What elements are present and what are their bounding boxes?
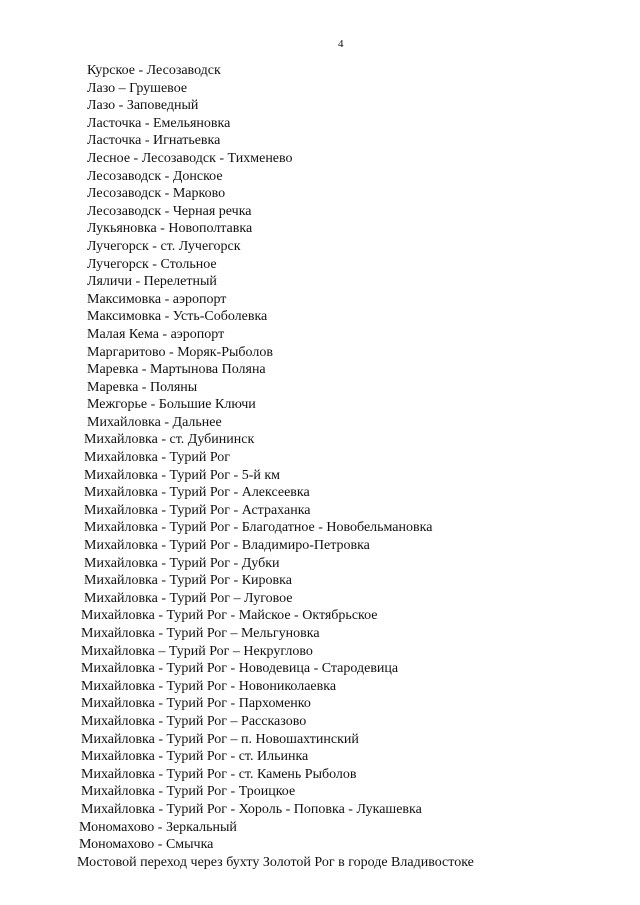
- route-item: Маревка - Поляны: [87, 379, 198, 395]
- route-item: Михайловка - Турий Рог - Троицкое: [81, 784, 296, 800]
- route-item: Ласточка - Емельяновка: [87, 115, 231, 131]
- route-item: Михайловка - Турий Рог - ст. Камень Рыболов: [81, 766, 357, 782]
- route-item: Михайловка - Турий Рог – Рассказово: [81, 713, 307, 729]
- route-item: Ласточка - Игнатьевка: [87, 133, 221, 149]
- route-item: Лесозаводск - Черная речка: [87, 203, 252, 219]
- route-item: Михайловка - Турий Рог - ст. Ильинка: [81, 749, 309, 765]
- route-item: Межгорье - Большие Ключи: [87, 397, 256, 413]
- route-item: Михайловка - Турий Рог – Мельгуновка: [81, 626, 320, 641]
- route-item: Мостовой переход через бухту Золотой Рог в городе Владивостоке: [77, 854, 474, 870]
- route-item: Михайловка - Турий Рог - Владимиро-Петровка: [84, 538, 370, 554]
- route-item: Лесозаводск - Марково: [87, 186, 226, 202]
- route-item: Михайловка - ст. Дубининск: [84, 432, 255, 448]
- route-item: Лесозаводск - Донское: [87, 168, 223, 184]
- route-item: Маргаритово - Моряк-Рыболов: [87, 344, 273, 360]
- route-list: [0, 62, 640, 871]
- route-item: Ляличи - Перелетный: [87, 274, 217, 290]
- route-item: Максимовка - аэропорт: [87, 291, 227, 307]
- route-item: Михайловка - Турий Рог - Благодатное - Новобельмановка: [84, 520, 433, 536]
- route-item: Михайловка - Турий Рог - Новодевица - Стародевица: [81, 661, 399, 677]
- route-item: Лазо – Грушевое: [87, 80, 188, 96]
- route-item: Маревка - Мартынова Поляна: [87, 362, 266, 378]
- route-item: Михайловка - Турий Рог - Дубки: [84, 555, 280, 571]
- route-item: Михайловка - Турий Рог – Луговое: [84, 590, 293, 606]
- route-item: Лучегорск - ст. Лучегорск: [87, 238, 241, 254]
- route-item: Михайловка - Турий Рог - Хороль - Поповка - Лукашевка: [81, 801, 422, 817]
- route-item: Мономахово - Смычка: [79, 837, 214, 853]
- route-item: Михайловка - Турий Рог - Новониколаевка: [81, 678, 337, 694]
- route-item: Малая Кема - аэропорт: [87, 326, 225, 342]
- route-item: Михайловка - Турий Рог - Пархоменко: [81, 696, 311, 712]
- route-item: Лукьяновка - Новополтавка: [87, 221, 253, 237]
- page-number: 4: [338, 38, 344, 50]
- route-item: Максимовка - Усть-Соболевка: [87, 309, 268, 325]
- route-item: Михайловка - Турий Рог - 5-й км: [84, 467, 281, 483]
- route-item: Михайловка - Турий Рог - Кировка: [84, 573, 292, 589]
- route-item: Курское - Лесозаводск: [87, 63, 221, 78]
- route-item: Лучегорск - Стольное: [87, 256, 217, 272]
- route-item: Михайловка - Турий Рог: [84, 450, 231, 466]
- route-item: Михайловка – Турий Рог – Некруглово: [81, 643, 313, 659]
- route-item: Михайловка - Турий Рог - Майское - Октябрьское: [81, 608, 378, 624]
- route-item: Михайловка - Турий Рог – п. Новошахтинский: [81, 731, 359, 747]
- route-item: Лазо - Заповедный: [87, 98, 199, 114]
- route-item: Мономахово - Зеркальный: [79, 819, 237, 835]
- route-item: Михайловка - Турий Рог - Астраханка: [84, 502, 311, 518]
- route-item: Михайловка - Турий Рог - Алексеевка: [84, 485, 310, 501]
- route-item: Лесное - Лесозаводск - Тихменево: [87, 150, 293, 166]
- route-item: Михайловка - Дальнее: [87, 414, 222, 430]
